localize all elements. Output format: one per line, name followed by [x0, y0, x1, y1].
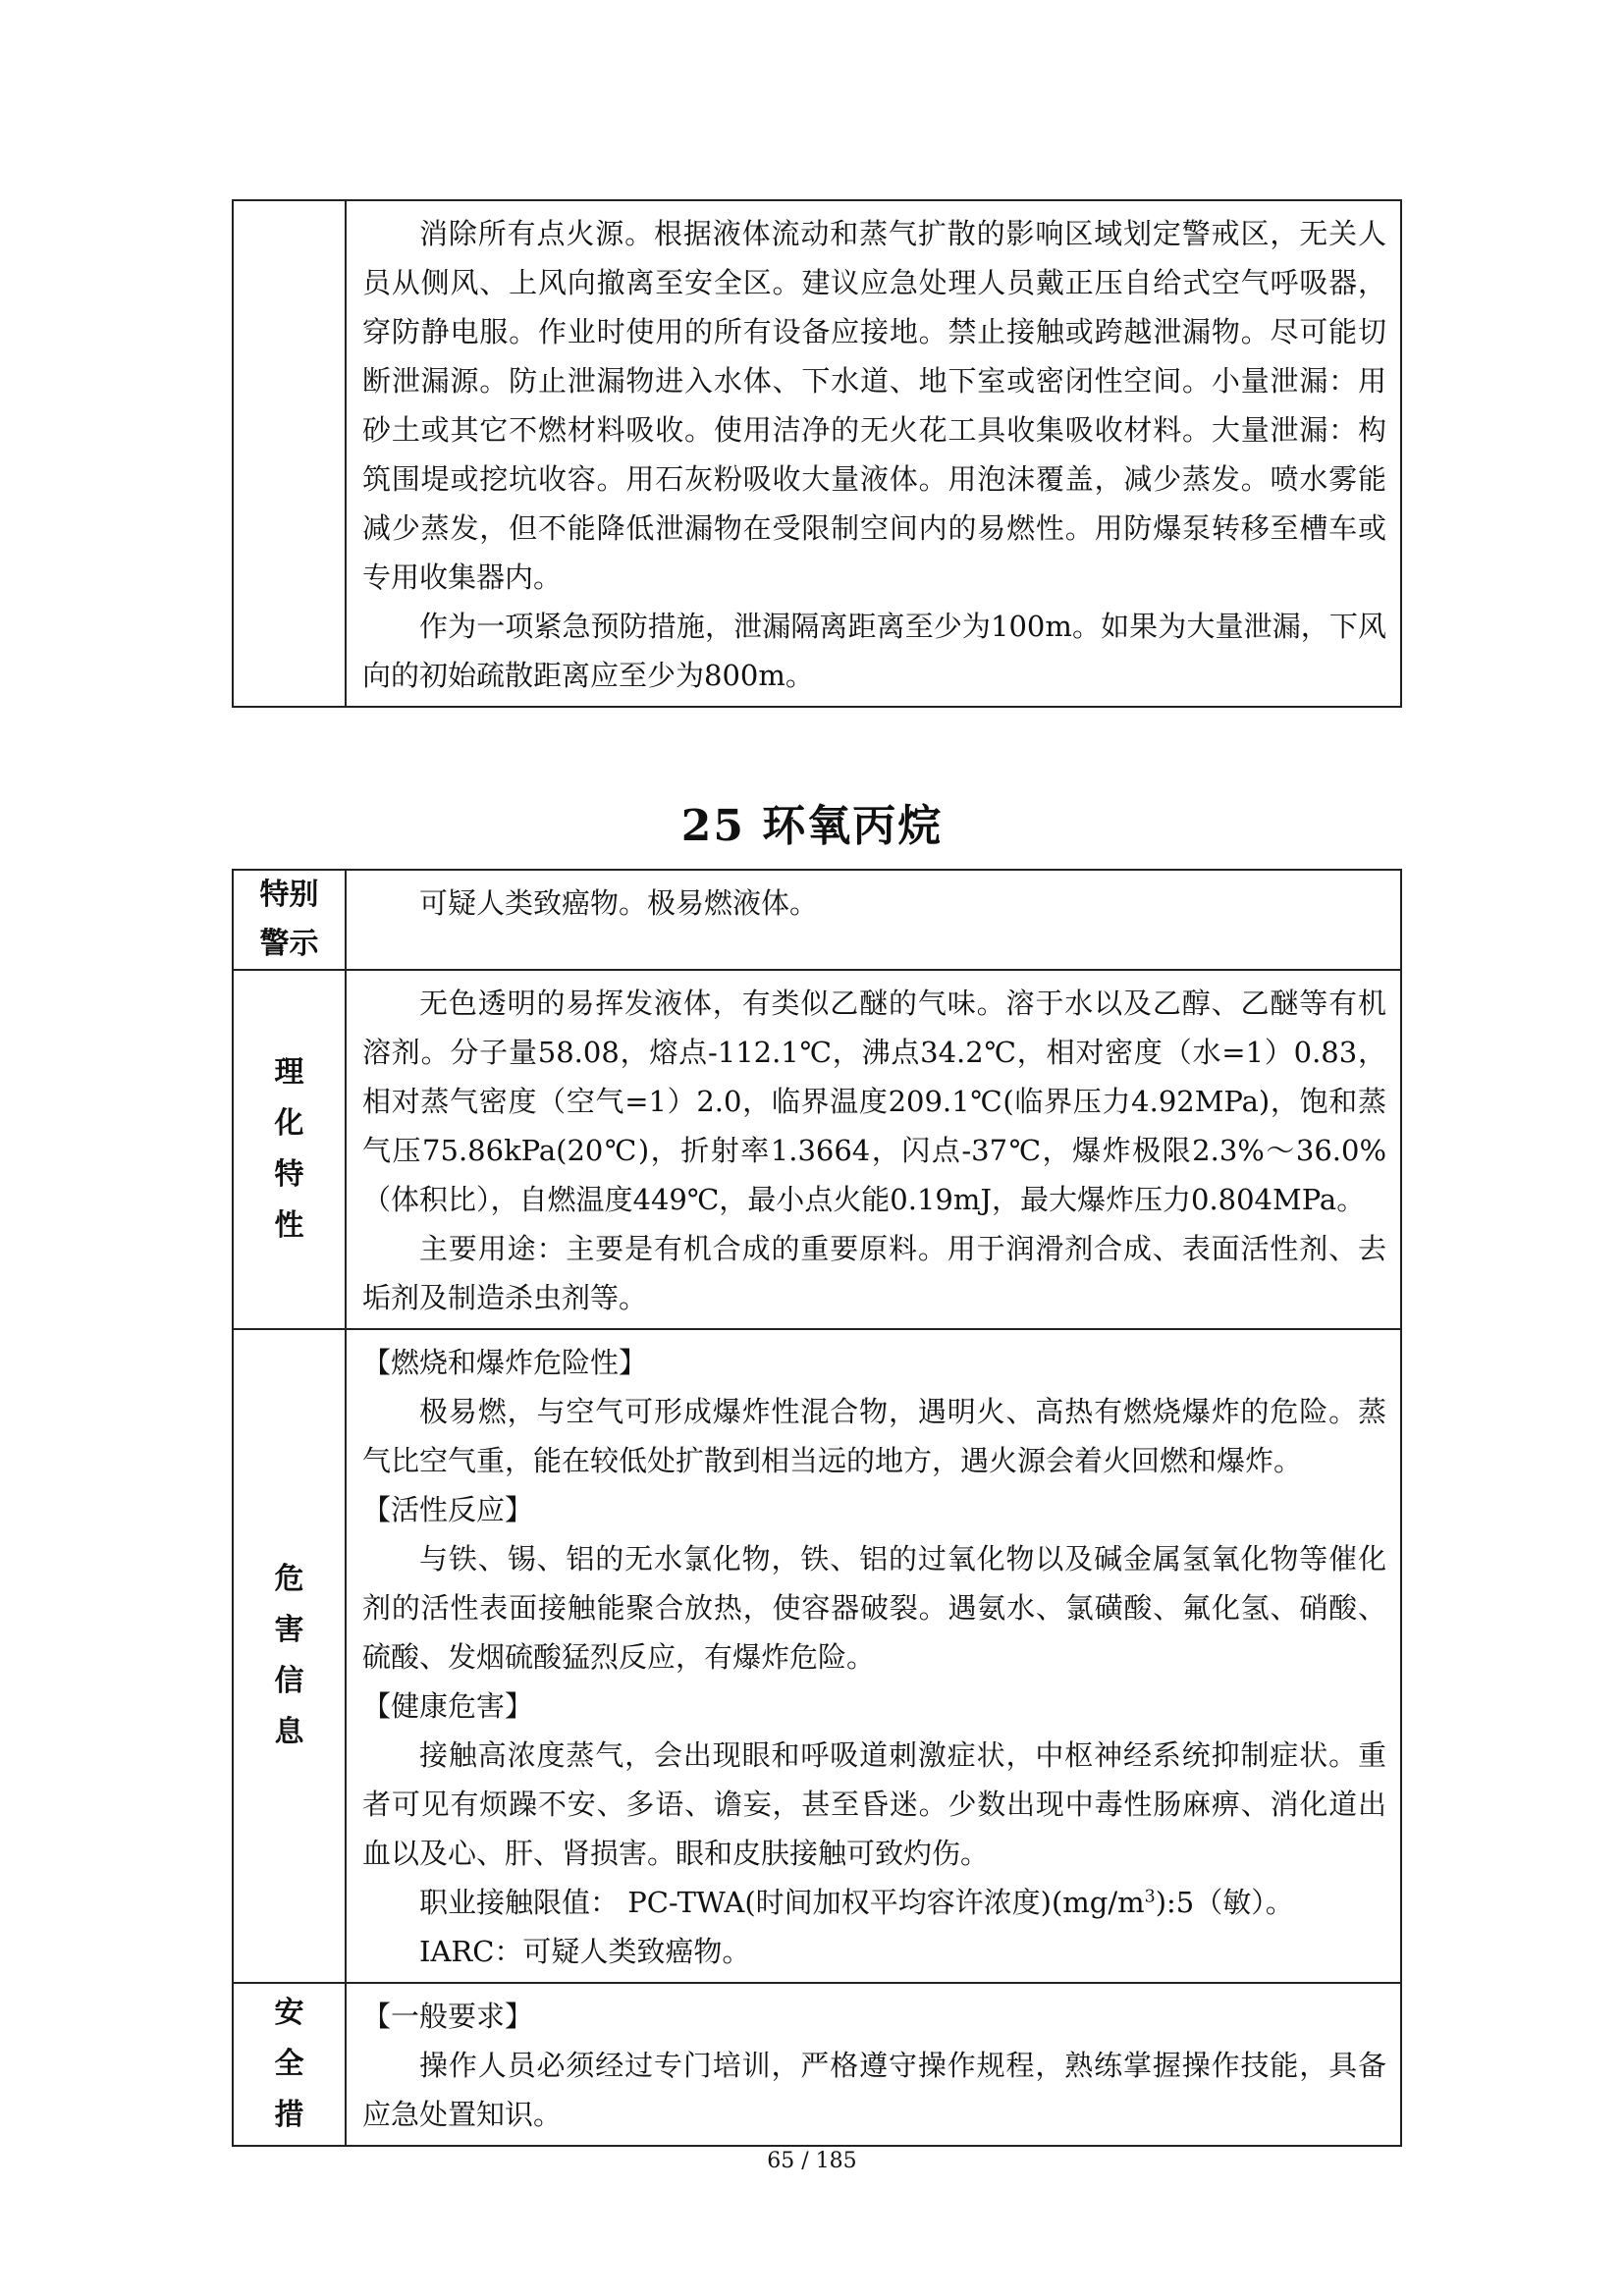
safety-content-cell — [346, 1983, 1401, 2146]
general-requirements-paragraph: 操作人员必须经过专门培训，严格遵守操作规程，熟练掌握操作技能，具备应急处置知识。 — [362, 2049, 1386, 2131]
hazards-label: 危害信息 — [274, 1562, 304, 1749]
usage-paragraph: 主要用途：主要是有机合成的重要原料。用于润滑剂合成、表面活性剂、去垢剂及制造杀虫剂等。 — [362, 1232, 1386, 1314]
properties-content-cell — [346, 970, 1401, 1329]
special-warning-label-cell — [233, 870, 346, 970]
page-number: 65 / 185 — [767, 2149, 857, 2173]
health-hazard-heading: 【健康危害】 — [362, 1689, 534, 1723]
hazards-row — [233, 1329, 1401, 1983]
properties-label-cell — [233, 970, 346, 1329]
properties-label: 理化特性 — [274, 1055, 304, 1243]
special-warning-text: 可疑人类致癌物。极易燃液体。 — [419, 886, 819, 920]
health-hazard-paragraph: 接触高浓度蒸气，会出现眼和呼吸道刺激症状，中枢神经系统抑制症状。重者可见有烦躁不安、多语、谵妄，甚至昏迷。少数出现中毒性肠麻痹、消化道出血以及心、肝、肾损害。眼和皮肤接触可致灼伤。 — [362, 1738, 1386, 1870]
safety-row — [233, 1983, 1401, 2146]
special-warning-row — [233, 870, 1401, 970]
spill-response-cell — [346, 200, 1401, 707]
fire-explosion-heading: 【燃烧和爆炸危险性】 — [362, 1346, 648, 1379]
hazards-content-cell — [346, 1329, 1401, 1983]
reactivity-heading: 【活性反应】 — [362, 1493, 534, 1526]
exposure-limit-superscript: 3 — [1144, 1887, 1156, 1907]
safety-label-cell — [233, 1983, 346, 2146]
exposure-limit-value: ):5（敏）。 — [1155, 1886, 1294, 1919]
iarc-paragraph: IARC：可疑人类致癌物。 — [419, 1935, 751, 1968]
evacuation-distance-paragraph: 作为一项紧急预防措施，泄漏隔离距离至少为100m。如果为大量泄漏，下风向的初始疏散距离应至少为800m。 — [362, 610, 1386, 692]
exposure-limit-text: 职业接触限值： PC-TWA(时间加权平均容许浓度)(mg/m — [419, 1886, 1145, 1919]
previous-section-table — [232, 199, 1402, 708]
empty-label-cell — [233, 200, 346, 707]
properties-row — [233, 970, 1401, 1329]
chemical-info-table — [232, 869, 1402, 2147]
special-warning-label: 特别警示 — [259, 878, 319, 961]
section-title: 25 环氧丙烷 — [680, 801, 944, 851]
spill-response-paragraph: 消除所有点火源。根据液体流动和蒸气扩散的影响区域划定警戒区，无关人员从侧风、上风向撤离至安全区。建议应急处理人员戴正压自给式空气呼吸器，穿防静电服。作业时使用的所有设备应接地。禁止接触或跨越泄漏物。尽可能切断泄漏源。防止泄漏物进入水体、下水道、地下室或密闭性空间。小量泄漏：用砂土或其它不燃材料吸收。使用洁净的无火花工具收集吸收材料。大量泄漏：构筑围堤或挖坑收容。用石灰粉吸收大量液体。用泡沫覆盖，减少蒸发。喷水雾能减少蒸发，但不能降低泄漏物在受限制空间内的易燃性。用防爆泵转移至槽车或专用收集器内。 — [362, 217, 1386, 594]
safety-label: 安全措 — [274, 1996, 304, 2132]
general-requirements-heading: 【一般要求】 — [362, 2000, 534, 2033]
fire-explosion-paragraph: 极易燃，与空气可形成爆炸性混合物，遇明火、高热有燃烧爆炸的危险。蒸气比空气重，能在较低处扩散到相当远的地方，遇火源会着火回燃和爆炸。 — [362, 1395, 1386, 1477]
hazards-label-cell — [233, 1329, 346, 1983]
special-warning-content-cell — [346, 870, 1401, 970]
exposure-limit-paragraph — [362, 1878, 1386, 1927]
reactivity-paragraph: 与铁、锡、铝的无水氯化物，铁、铝的过氧化物以及碱金属氢氧化物等催化剂的活性表面接触能聚合放热，使容器破裂。遇氨水、氯磺酸、氟化氢、硝酸、硫酸、发烟硫酸猛烈反应，有爆炸危险。 — [362, 1542, 1386, 1674]
properties-paragraph: 无色透明的易挥发液体，有类似乙醚的气味。溶于水以及乙醇、乙醚等有机溶剂。分子量58.08，熔点-112.1℃，沸点34.2℃，相对密度（水=1）0.83，相对蒸气密度（空气=1）2.0，临界温度209.1℃(临界压力4.92MPa)，饱和蒸气压75.86kPa(20℃)，折射率1.3664，闪点-37℃，爆炸极限2.3%～36.0%（体积比），自燃温度449℃，最小点火能0.19mJ，最大爆炸压力0.804MPa。 — [362, 987, 1386, 1216]
